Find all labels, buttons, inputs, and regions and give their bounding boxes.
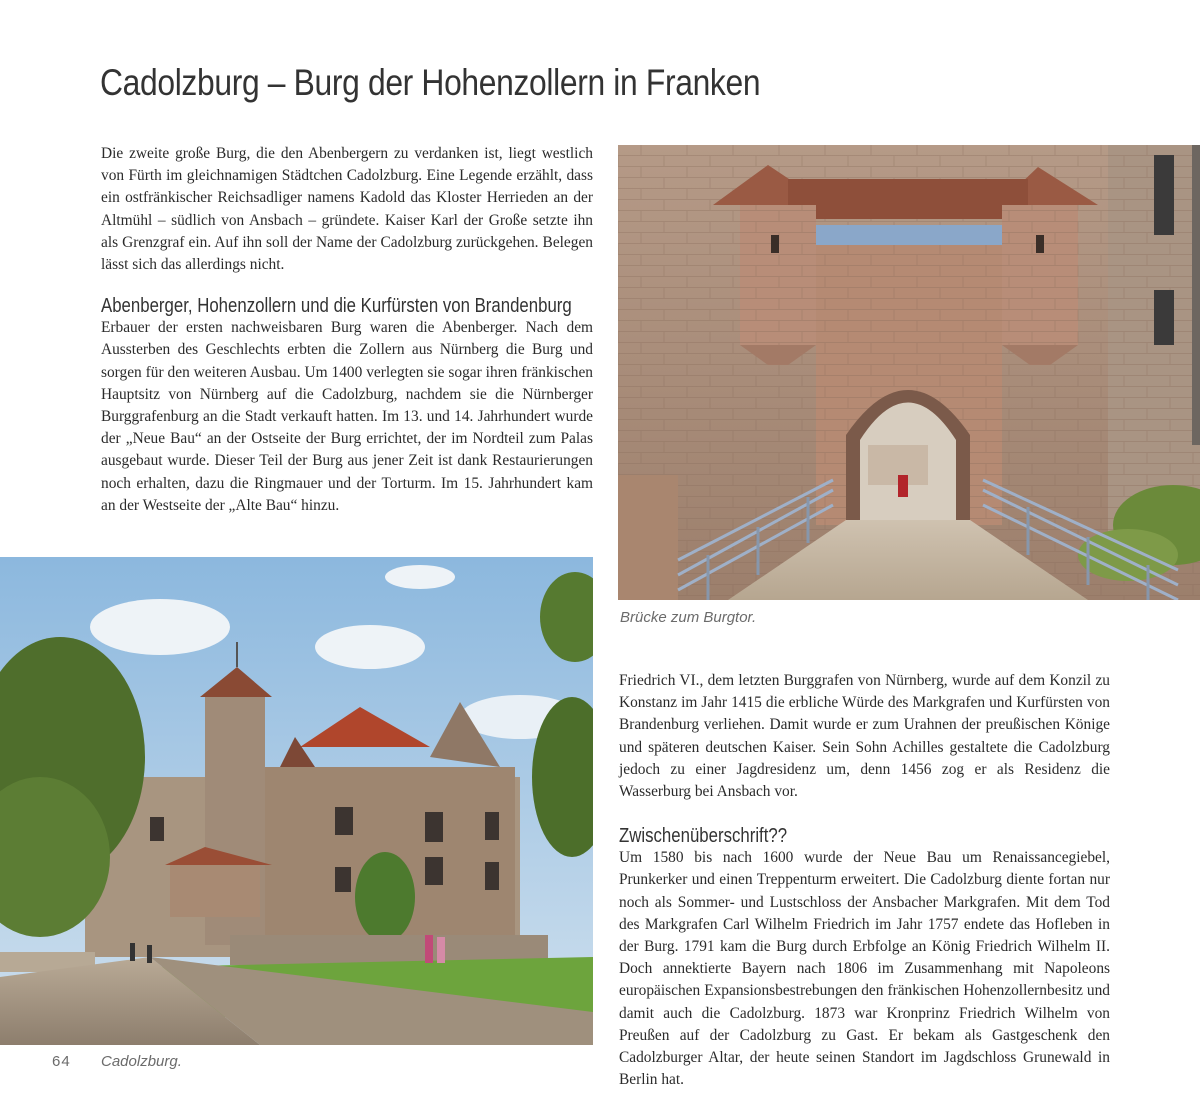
gate-bridge-photo xyxy=(618,145,1200,600)
section1-paragraph: Erbauer der ersten nachweisbaren Burg waren die Abenberger. Nach dem Aussterben des Geschlechts erbten die Zollern aus Nürnberg die Burg und sorgen für den weiteren Ausbau. Um 1400 verlegten sie sogar ihren fränkischen Hauptsitz von Nürnberg auf die Cadolzburg, nachdem sie die Nürnberger Burggrafenburg an die Stadt verkauft hatten. Im 13. und 14. Jahrhundert wurde der „Neue Bau“ an der Ostseite der Burg errichtet, der im Nordteil zum Palas ausgebaut wurde. Dieser Teil der Burg aus jener Zeit ist dank Restaurierungen noch erhalten, dazu die Ringmauer und der Torturm. Im 15. Jahrhundert kam an der Westseite der „Alte Bau“ hinzu. xyxy=(101,319,593,514)
castle-photo xyxy=(0,557,593,1045)
intro-paragraph: Die zweite große Burg, die den Abenbergern zu verdanken ist, liegt westlich von Fürth im gleichnamigen Städtchen Cadolzburg. Eine Legende erzählt, dass ein ostfränkischer Reichsadliger namens Kadold das Kloster Herrieden an der Altmühl – südlich von Ansbach – gründete. Kaiser Karl der Große setzte ihn als Grenzgraf ein. Auf ihn soll der Name der Cadolzburg zurückgehen. Belegen lässt sich das allerdings nicht. xyxy=(101,145,593,274)
page-number: 64 xyxy=(52,1053,71,1070)
section3-paragraph: Um 1580 bis nach 1600 wurde der Neue Bau um Renaissancegiebel, Prunkerker und einen Treppenturm erweitert. Die Cadolzburg diente fortan nur noch als Sommer- und Lustschloss der Ansbacher Markgrafen. Mit dem Tod des Markgrafen Carl Wilhelm Friedrich im Jahr 1757 endete das Hofleben in der Burg. 1791 kam die Burg durch Erbfolge an König Friedrich Wilhelm II. Doch annektierte Bayern nach 1806 im Zusammenhang mit Napoleons europäischen Expansionsbestrebungen den fränkischen Hohenzollernbesitz und damit auch die Cadolzburg. 1873 war Kronprinz Friedrich Wilhelm von Preußen auf der Cadolzburg zu Gast. Er bekam als Gastgeschenk den Cadolzburger Altar, der heute seinen Standort im Jagdschloss Grunewald in Berlin hat. xyxy=(619,849,1110,1089)
left-text-column xyxy=(101,143,593,517)
castle-photo-caption: Cadolzburg. xyxy=(101,1053,182,1070)
section-heading-abenberger: Abenberger, Hohenzollern und die Kurfürsten von Brandenburg xyxy=(101,295,572,318)
page-title: Cadolzburg – Burg der Hohenzollern in Franken xyxy=(100,62,761,103)
right-text-column xyxy=(619,670,1110,1091)
gate-photo-caption: Brücke zum Burgtor. xyxy=(620,609,757,626)
section2-paragraph: Friedrich VI., dem letzten Burggrafen von Nürnberg, wurde auf dem Konzil zu Konstanz im Jahr 1415 die erbliche Würde des Markgrafen und Kurfürsten von Brandenburg verliehen. Damit wurde er zum Urahnen der preußischen Könige und späteren deutschen Kaiser. Sein Sohn Achilles gestaltete die Cadolzburg jedoch zu einer Jagdresidenz um, denn 1456 zog er als Residenz die Wasserburg bei Ansbach vor. xyxy=(619,672,1110,801)
section-heading-zwischen: Zwischenüberschrift?? xyxy=(619,825,788,848)
